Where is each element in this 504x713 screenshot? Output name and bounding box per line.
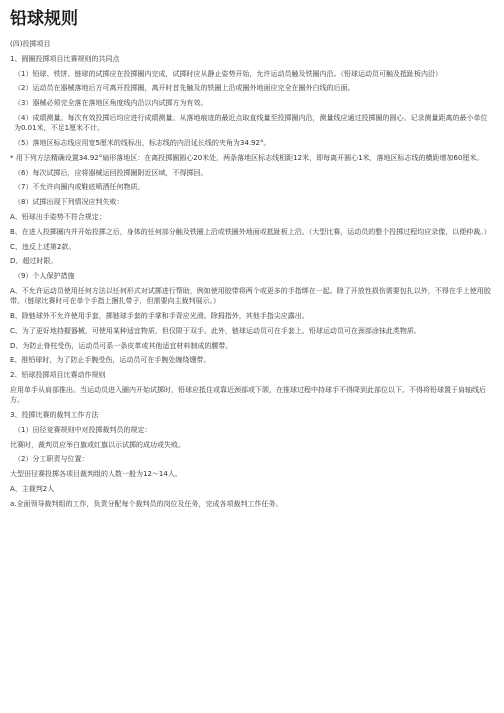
paragraph: 3、投掷比赛的裁判工作方法 [10,410,99,419]
paragraph: 1、圆圈投掷项目比赛规则的共同点 [10,54,120,63]
document-title: 铅球规则 [10,9,78,29]
paragraph: C、违反上述第2款。 [10,242,76,251]
paragraph: 2、铅球投掷项目比赛动作规则 [10,371,106,380]
paragraph: （8）试掷出现下列情况应判失败： [14,198,124,207]
paragraph: A、主裁判2人 [10,484,55,493]
paragraph: C、为了更好地持握器械，可使用某种适宜物质，但仅限于双手。此外，链球运动员可在手套上、铅球运动员可在颈部涂抹此类物质。 [10,326,421,335]
paragraph: D、超过时限。 [10,257,58,266]
document-body [10,39,494,509]
paragraph: B、在进入投掷圈内并开始投掷之后，身体的任何部分触及铁圈上沿或铁圈外地面或抵趾板上沿。（大型比赛，运动员的整个投掷过程均应录像，以便仲裁。） [10,227,491,236]
paragraph: （7）不允许向圈内或鞋底喷洒任何物质。 [14,183,145,192]
paragraph: （2）运动员在器械落地后方可离开投掷圈，离开时首先触及的铁圈上沿或圈外地面应完全在圈外白线的后面。 [14,84,355,93]
paragraph: B、除链球外不允许使用手套，掷链球手套的手掌和手背应光滑。除拇指外，其他手指尖应露出。 [10,311,309,320]
paragraph: (四)投掷项目 [10,40,51,48]
paragraph: 大型田径赛投掷各项目裁判组的人数一般为12～14人。 [10,470,182,479]
paragraph: a.全面领导裁判组的工作，负责分配每个裁判员的岗位及任务，完成各项裁判工作任务。 [10,499,283,508]
paragraph: （4）成绩测量。每次有效投掷后均应进行成绩测量。从落地痕迹的最近点取直线量至投掷圈内沿，测量线应通过投掷圈的圆心。记录测量距离的最小单位为0.01米，不足1厘米不计。 [14,113,488,133]
paragraph: A、不允许运动员使用任何方法以任何形式对试掷进行帮助，例如使用胶带将两个或更多的手指绑在一起。除了开放性损伤需要包扎以外，不得在手上使用胶带。（链球比赛时可在单个手指上捆扎带子，但需要向主裁判展示。） [10,286,491,306]
paragraph: （5）落地区标志线应用宽5厘米的线标出，标志线的内沿延长线的夹角为34.92°。 [14,138,271,147]
paragraph: （1）田径竞赛规则中对投掷裁判员的规定： [14,425,152,434]
paragraph: 应用单手从肩部推出。当运动员进入圈内开始试掷时，铅球应抵住或靠近颈部或下颌，在推球过程中持球手不得降到此部位以下。不得将铅球置于肩轴线后方。 [10,385,486,405]
paragraph: A、铅球出手姿势不符合规定； [10,212,106,221]
paragraph: （3）器械必须完全落在落地区角度线内沿以内试掷方为有效。 [14,99,208,108]
paragraph: （1）铅球、铁饼、链球的试掷应在投掷圈内完成，试掷时应从静止姿势开始，允许运动员触及铁圈内沿。（铅球运动员可触及抵趾板内沿） [14,69,442,78]
paragraph: （6）每次试掷后，应将器械运回投掷圈附近区域，不得掷回。 [14,168,208,177]
paragraph: （9）个人保护措施 [14,272,75,281]
paragraph: E、推铅球时，为了防止手腕受伤，运动员可在手腕处缠绕绷带。 [10,356,211,365]
paragraph: D、为防止脊柱受伤，运动员可系一条皮革或其他适宜材料制成的腰带。 [10,341,233,350]
paragraph: 比赛时，裁判员应举白旗或红旗以示试掷的成功或失败。 [10,440,185,449]
paragraph: * 用下列方法精确设置34.92°扇形落地区：在离投掷圈圆心20米处，两条落地区标志线相距12米，即每离开圆心1米，落地区标志线的横距增加60厘米。 [10,153,484,162]
paragraph: （2）分工职责与位置： [14,455,89,464]
